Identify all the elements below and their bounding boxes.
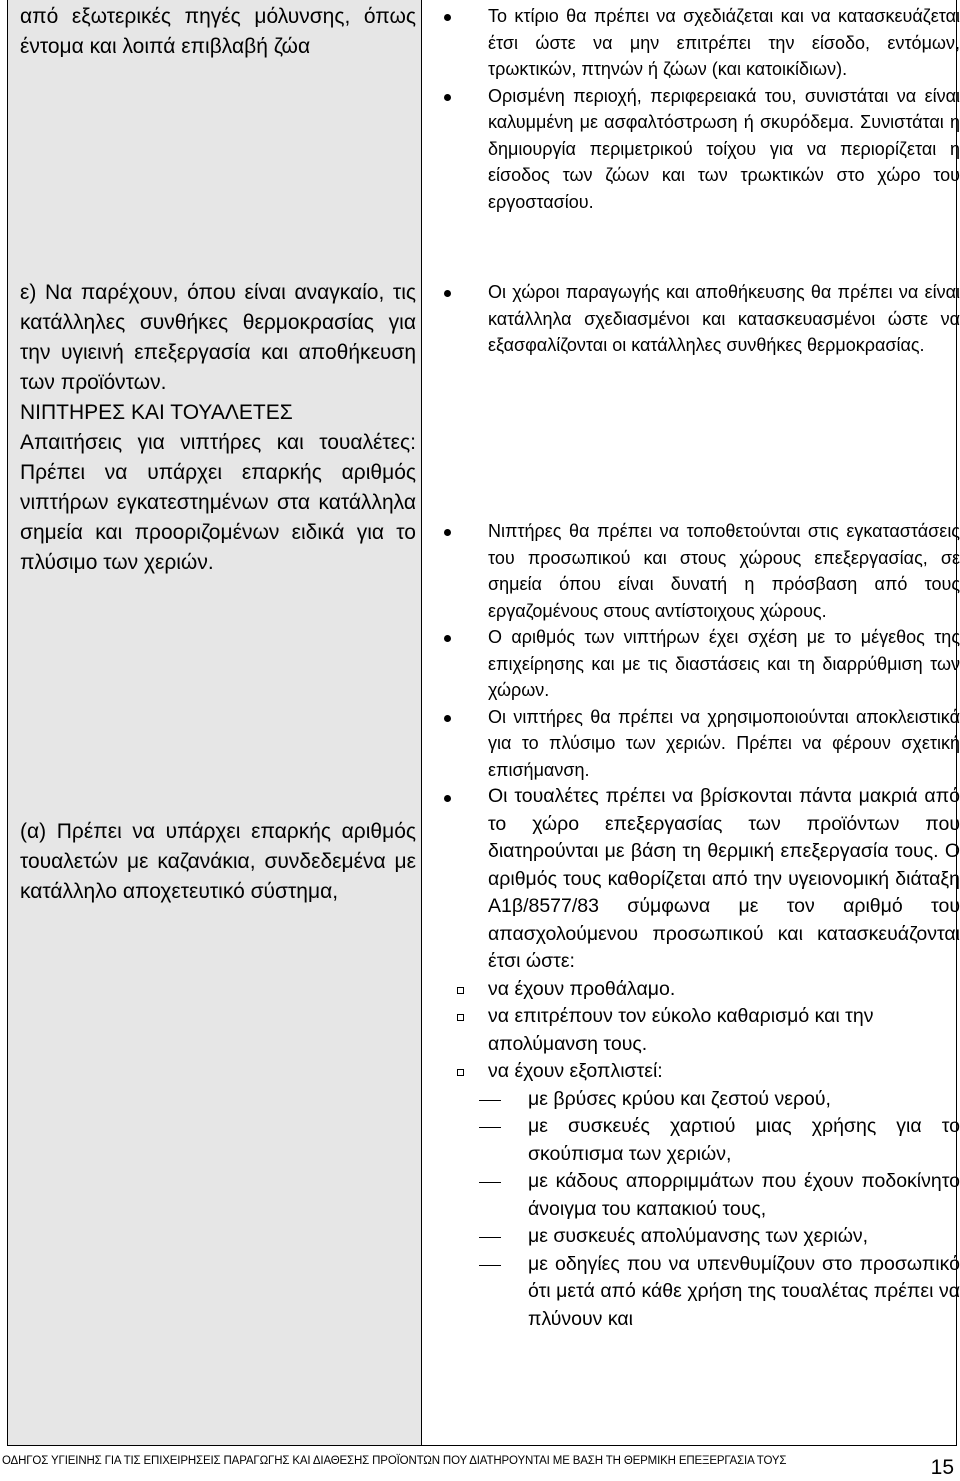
bullet-text: Νιπτήρες θα πρέπει να τοποθετούνται στις εγκαταστάσεις του προσωπικού και στους χώρους επεξεργασίας, σε σημεία όπου είναι δυνατή η πρόσβαση από τους εργαζομένους στους αντίστοιχους χώρους. bbox=[488, 521, 960, 621]
page-number: 15 bbox=[930, 1456, 954, 1479]
washbasins-text: Πρέπει να υπάρχει επαρκής αριθμός νιπτήρων εγκατεστημένων στα κατάλληλα σημεία και προοριζομένων ειδικά για το πλύσιμο των χεριών. bbox=[20, 461, 416, 574]
bullet-icon bbox=[444, 715, 451, 722]
dash-item bbox=[442, 1223, 960, 1251]
dash-bullet-icon bbox=[479, 1237, 501, 1238]
bullet-item bbox=[442, 83, 960, 216]
bullet-text: Ορισμένη περιοχή, περιφερειακά του, συνιστάται να είναι καλυμμένη με ασφαλτόστρωση ή σκυρόδεμα. Συνιστάται η δημιουργία περιμετρικού τοίχου για να περιορίζεται η είσοδος των ζώων και των τρωκτικών στο χώρο του εργοστασίου. bbox=[488, 85, 960, 212]
sub-item-text: να έχουν προθάλαμο. bbox=[488, 977, 676, 1000]
dash-item-text: με βρύσες κρύου και ζεστού νερού, bbox=[528, 1087, 831, 1110]
dash-item bbox=[442, 1113, 960, 1168]
sub-item-text: να έχουν εξοπλιστεί: bbox=[488, 1060, 663, 1082]
bullet-text: Οι τουαλέτες πρέπει να βρίσκονται πάντα μακριά από το χώρο επεξεργασίας των προϊόντων που διατηρούνται με βάση τη θερμική επεξεργασία τους. Ο αριθμός τους καθορίζεται από την υγειονομική διάταξη Α1β/8577/83 σύμφωνα με τον αριθμό του απασχολούμενου προσωπικού και κατασκευάζονται έτσι ώστε: bbox=[488, 785, 960, 972]
bullet-item bbox=[442, 783, 960, 976]
bullet-text: Το κτίριο θα πρέπει να σχεδιάζεται και να κατασκευάζεται έτσι ώστε να μην επιτρέπει την είσοδο, εντόμων, τρωκτικών, πτηνών ή ζώων (και κατοικίδιων). bbox=[488, 6, 960, 79]
dash-item bbox=[442, 1251, 960, 1334]
dash-item-text: με οδηγίες που να υπενθυμίζουν στο προσωπικό ότι μετά από κάθε χρήση της τουαλέτας πρέπει να πλύνουν και bbox=[528, 1252, 960, 1330]
sub-item bbox=[442, 976, 960, 1004]
bullet-item bbox=[442, 624, 960, 704]
bullet-icon bbox=[444, 14, 451, 21]
page-footer bbox=[2, 1453, 958, 1481]
sub-item bbox=[442, 1058, 960, 1086]
right-block-1 bbox=[442, 3, 960, 215]
requirements-column bbox=[8, 0, 422, 1445]
dash-item bbox=[442, 1086, 960, 1114]
bullet-icon bbox=[444, 795, 451, 802]
item-a-text: (α) Πρέπει να υπάρχει επαρκής αριθμός τουαλετών με καζανάκια, συνδεδεμένα με κατάλληλο αποχετευτικό σύστημα, bbox=[20, 820, 416, 903]
bullet-text: Ο αριθμός των νιπτήρων έχει σχέση με το μέγεθος της επιχείρησης και με τις διαστάσεις και τη διαρρύθμιση των χώρων. bbox=[488, 627, 960, 700]
dash-bullet-icon bbox=[479, 1265, 501, 1266]
square-bullet-icon bbox=[457, 1014, 464, 1021]
guidance-column bbox=[422, 0, 960, 1445]
dash-item-text: με συσκευές χαρτιού μιας χρήσης για το σκούπισμα των χεριών, bbox=[528, 1115, 960, 1165]
dash-item bbox=[442, 1168, 960, 1223]
dash-item-text: με συσκευές απολύμανσης των χεριών, bbox=[528, 1225, 869, 1247]
right-block-2 bbox=[442, 279, 960, 359]
bullet-text: Οι νιπτήρες θα πρέπει να χρησιμοποιούνται αποκλειστικά για το πλύσιμο των χεριών. Πρέπει να φέρουν σχετική επισήμανση. bbox=[488, 706, 960, 780]
bullet-text: Οι χώροι παραγωγής και αποθήκευσης θα πρέπει να είναι κατάλληλα σχεδιασμένοι και κατασκευασμένοι ώστε να εξασφαλίζονται οι κατάλληλες συνθήκες θερμοκρασίας. bbox=[488, 282, 960, 355]
section-subheading: Απαιτήσεις για νιπτήρες και τουαλέτες: bbox=[20, 431, 416, 454]
bullet-icon bbox=[444, 635, 451, 642]
intro-text: από εξωτερικές πηγές μόλυνσης, όπως έντομα και λοιπά επιβλαβή ζώα bbox=[20, 5, 416, 58]
bullet-item bbox=[442, 279, 960, 359]
dash-item-text: με κάδους απορριμμάτων που έχουν ποδοκίνητο άνοιγμα του καπακιού τους, bbox=[528, 1170, 960, 1220]
right-block-3 bbox=[442, 518, 960, 1333]
section-heading: ΝΙΠΤΗΡΕΣ ΚΑΙ ΤΟΥΑΛΕΤΕΣ bbox=[20, 401, 293, 424]
item-e-text: ε) Να παρέχουν, όπου είναι αναγκαίο, τις κατάλληλες συνθήκες θερμοκρασίας για την υγιεινή επεξεργασία και αποθήκευση των προϊόντων. bbox=[20, 281, 416, 394]
left-section-a bbox=[20, 817, 416, 907]
square-bullet-icon bbox=[457, 987, 464, 994]
sub-item bbox=[442, 1003, 960, 1058]
left-intro bbox=[20, 2, 416, 62]
bullet-icon bbox=[444, 529, 451, 536]
dash-bullet-icon bbox=[479, 1182, 501, 1183]
dash-bullet-icon bbox=[479, 1127, 501, 1128]
left-section-e bbox=[20, 278, 416, 578]
footer-title: ΟΔΗΓΟΣ ΥΓΙΕΙΝΗΣ ΓΙΑ ΤΙΣ ΕΠΙΧΕΙΡΗΣΕΙΣ ΠΑΡΑΓΩΓΗΣ ΚΑΙ ΔΙΑΘΕΣΗΣ ΠΡΟΪΟΝΤΩΝ ΠΟΥ ΔΙΑΤΗΡΟΥΝΤΑΙ ΜΕ ΒΑΣΗ ΤΗ ΘΕΡΜΙΚΗ ΕΠΕΞΕΡΓΑΣΙΑ ΤΟΥΣ bbox=[2, 1455, 787, 1467]
bullet-item bbox=[442, 518, 960, 624]
bullet-icon bbox=[444, 94, 451, 101]
bullet-item bbox=[442, 704, 960, 784]
bullet-icon bbox=[444, 290, 451, 297]
sub-item-text: να επιτρέπουν τον εύκολο καθαρισμό και την απολύμανση τους. bbox=[488, 1005, 874, 1055]
content-table bbox=[7, 0, 960, 1446]
dash-bullet-icon bbox=[479, 1100, 501, 1101]
square-bullet-icon bbox=[457, 1069, 464, 1076]
bullet-item bbox=[442, 3, 960, 83]
